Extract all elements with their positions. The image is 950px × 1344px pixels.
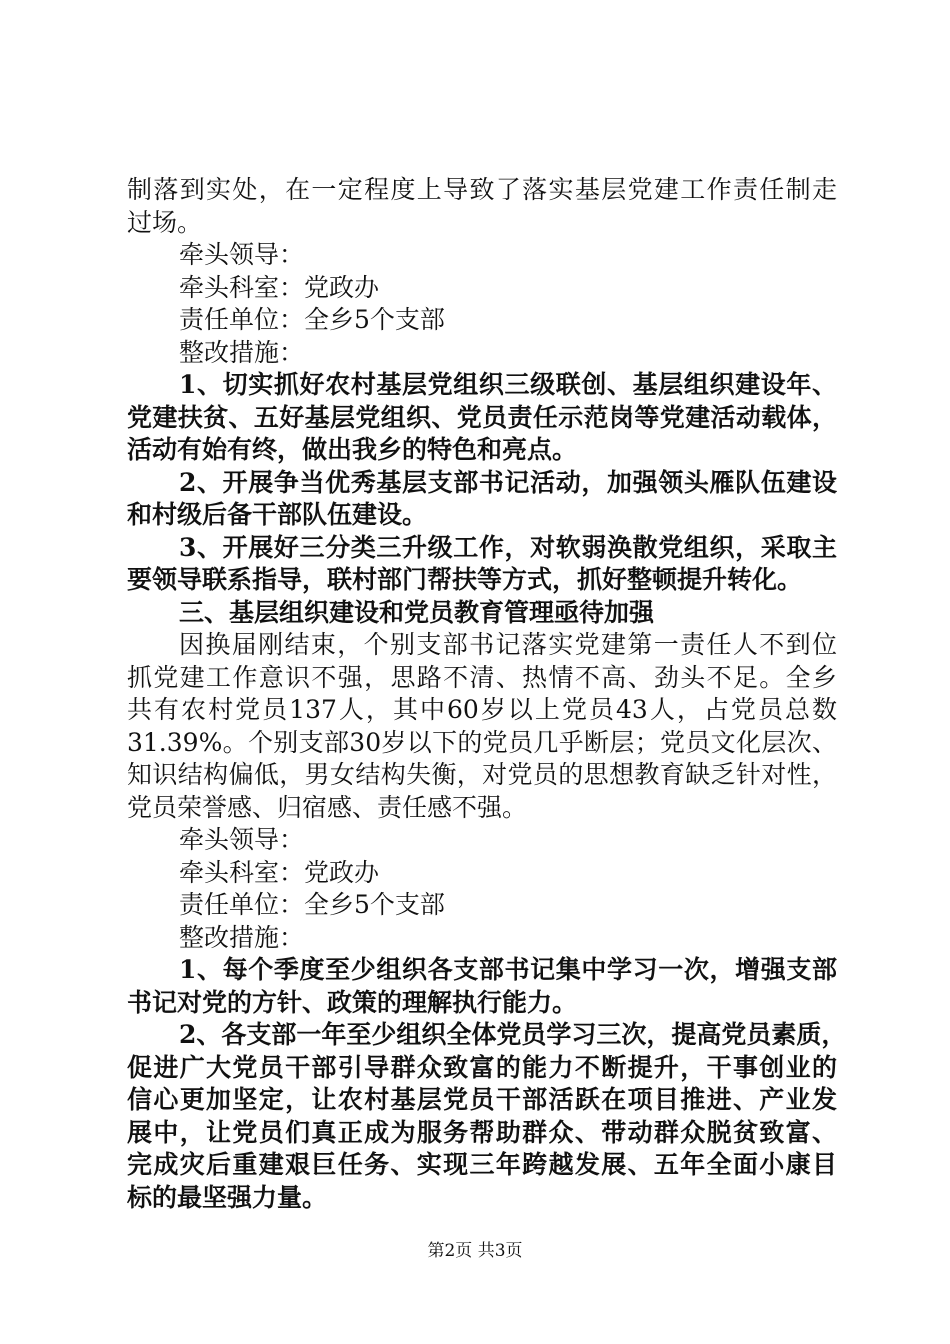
text-line: 牵头科室：党政办 — [179, 857, 380, 887]
text-line: 完成灾后重建艰巨任务、实现三年跨越发展、五年全面小康目 — [127, 1150, 837, 1179]
text-line: 牵头领导： — [179, 825, 305, 854]
text-line: 责任单位：全乡5个支部 — [179, 305, 445, 334]
page-footer: 第2页 共3页 — [427, 1241, 523, 1261]
text-line: 共有农村党员137人，其中60岁以上党员43人，占党员总数 — [127, 695, 837, 724]
document-body — [127, 174, 847, 1214]
text-line: 整改措施： — [179, 922, 305, 952]
text-line: 过场。 — [127, 207, 203, 237]
text-line: 抓党建工作意识不强，思路不清、热情不高、劲头不足。全乡 — [127, 662, 837, 692]
text-line: 整改措施： — [179, 337, 305, 367]
text-line: 三、基层组织建设和党员教育管理亟待加强 — [179, 597, 655, 627]
text-line: 31.39%。个别支部30岁以下的党员几乎断层；党员文化层次、 — [127, 727, 837, 757]
text-line: 制落到实处，在一定程度上导致了落实基层党建工作责任制走 — [127, 175, 837, 204]
text-line: 要领导联系指导，联村部门帮扶等方式，抓好整顿提升转化。 — [127, 565, 803, 594]
text-line: 知识结构偏低，男女结构失衡，对党员的思想教育缺乏针对性， — [127, 760, 837, 789]
text-line: 3、开展好三分类三升级工作，对软弱涣散党组织，采取主 — [179, 532, 837, 562]
text-line: 2、开展争当优秀基层支部书记活动，加强领头雁队伍建设 — [179, 467, 837, 497]
text-line: 党建扶贫、五好基层党组织、党员责任示范岗等党建活动载体， — [127, 402, 837, 432]
text-line: 信心更加坚定，让农村基层党员干部活跃在项目推进、产业发 — [127, 1085, 837, 1114]
text-line: 书记对党的方针、政策的理解执行能力。 — [127, 987, 578, 1017]
text-line: 2、各支部一年至少组织全体党员学习三次，提高党员素质， — [179, 1020, 847, 1049]
text-line: 标的最坚强力量。 — [127, 1182, 328, 1212]
text-line: 因换届刚结束，个别支部书记落实党建第一责任人不到位 — [179, 630, 837, 659]
text-line: 活动有始有终，做出我乡的特色和亮点。 — [127, 435, 578, 464]
text-line: 牵头领导： — [179, 240, 305, 269]
text-line: 展中，让党员们真正成为服务帮助群众、带动群众脱贫致富、 — [127, 1117, 837, 1147]
text-line: 党员荣誉感、归宿感、责任感不强。 — [127, 792, 528, 822]
text-line: 促进广大党员干部引导群众致富的能力不断提升，干事创业的 — [127, 1052, 837, 1082]
text-line: 和村级后备干部队伍建设。 — [127, 500, 428, 529]
text-line: 1、每个季度至少组织各支部书记集中学习一次，增强支部 — [179, 955, 837, 984]
text-line: 1、切实抓好农村基层党组织三级联创、基层组织建设年、 — [179, 370, 837, 399]
text-line: 牵头科室：党政办 — [179, 272, 380, 302]
text-line: 责任单位：全乡5个支部 — [179, 890, 445, 919]
